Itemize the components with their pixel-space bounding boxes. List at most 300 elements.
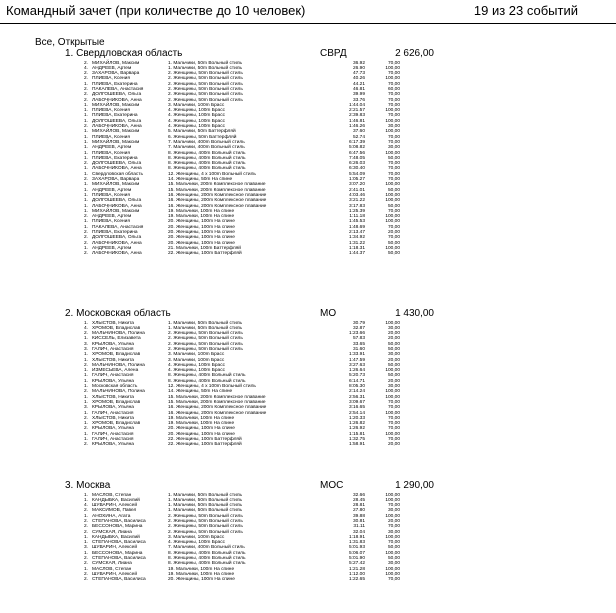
event-name: 2. Женщины, 50m Вольный стиль: [168, 513, 243, 519]
swimmer-name: КРЫЛОВА, Ульяна: [92, 405, 134, 411]
event-name: 8. Женщины, 400m Вольный стиль: [168, 161, 246, 167]
swimmer-name: ПЛИЕВА, Ксения: [92, 192, 130, 198]
swimmer-name: БЕССОНОВА, Марина: [92, 524, 143, 530]
result-row: [0, 251, 616, 256]
result-points: 100,00: [385, 76, 400, 82]
result-time: 39.88: [352, 513, 365, 519]
result-points: 50,00: [387, 362, 400, 368]
swimmer-name: ГАЛИЧ, Анастасия: [92, 346, 134, 352]
event-name: 5. Мальчики, 50m Баттерфляй: [168, 129, 236, 135]
result-points: 70,00: [387, 139, 400, 145]
result-points: 100,00: [385, 182, 400, 188]
result-points: 70,00: [387, 540, 400, 546]
place: 2.: [83, 508, 88, 514]
result-time: 1:46.26: [348, 124, 365, 130]
event-name: 2. Женщины, 50m Вольный стиль: [168, 81, 243, 87]
event-name: 15. Мальчики, 200m Комплексное плавание: [168, 394, 266, 400]
event-name: 19. Мальчики, 100m На спине: [168, 214, 235, 220]
result-points: 50,00: [387, 545, 400, 551]
result-points: 100,00: [385, 320, 400, 326]
swimmer-name: ШУВАРИН, Алексей: [92, 503, 138, 509]
event-name: 12. Женщины, 4 x 100m Вольный стиль: [168, 384, 256, 390]
swimmer-name: ХРОМОВ, Владислав: [92, 325, 141, 331]
swimmer-name: Московская область: [92, 384, 138, 390]
place: 1.: [83, 203, 88, 209]
result-points: 50,00: [387, 251, 400, 257]
swimmer-name: БЕССОНОВА, Марина: [92, 550, 143, 556]
event-name: 2. Женщины, 50m Вольный стиль: [168, 92, 243, 98]
result-points: 70,00: [387, 399, 400, 405]
swimmer-name: ПЛИЕВА, Ксения: [92, 150, 130, 156]
event-name: 1. Мальчики, 50m Вольный стиль: [168, 65, 243, 71]
place: 1.: [83, 139, 88, 145]
result-time: 2:41.01: [348, 187, 365, 193]
place: 1.: [83, 320, 88, 326]
result-points: 70,00: [387, 437, 400, 443]
result-points: 100,00: [385, 150, 400, 156]
place: 3.: [83, 346, 88, 352]
swimmer-name: ХЛЫСТОВ, Никита: [92, 357, 134, 363]
place: 1.: [83, 182, 88, 188]
result-time: 5:54.09: [348, 171, 365, 177]
place: 2.: [83, 518, 88, 524]
swimmer-name: МАКСИМОВ, Павел: [92, 508, 137, 514]
team-name: 3. Москва: [65, 480, 111, 491]
result-points: 100,00: [385, 219, 400, 225]
result-time: 27.80: [352, 508, 365, 514]
swimmer-name: СТЕПАНОВА, Василиса: [92, 518, 146, 524]
place: 2.: [83, 556, 88, 562]
event-name: 4. Женщины, 100m Брасс: [168, 540, 226, 546]
place: 1.: [83, 192, 88, 198]
swimmer-name: ЗАХАРОВА, Варвара: [92, 177, 140, 183]
event-name: 4. Женщины, 100m Брасс: [168, 108, 226, 114]
swimmer-name: КАНДЫБКА, Василий: [92, 534, 140, 540]
result-points: 100,00: [385, 534, 400, 540]
event-name: 16. Женщины, 200m Комплексное плавание: [168, 203, 267, 209]
team-points: 1 430,00: [395, 308, 434, 319]
result-time: 1:45.53: [348, 219, 365, 225]
result-time: 1:32.75: [348, 437, 365, 443]
result-points: 100,00: [385, 192, 400, 198]
swimmer-name: АНДРЕЕВ, Артем: [92, 145, 132, 151]
event-name: 20. Женщины, 100m На спине: [168, 431, 235, 437]
result-points: 100,00: [385, 431, 400, 437]
place: 1.: [83, 155, 88, 161]
result-points: 100,00: [385, 65, 400, 71]
result-points: 30,00: [387, 561, 400, 567]
result-points: 70,00: [387, 503, 400, 509]
place: 1.: [83, 492, 88, 498]
result-points: 20,00: [387, 336, 400, 342]
result-time: 40.26: [352, 76, 365, 82]
result-time: 39.99: [352, 92, 365, 98]
swimmer-name: ПЛИЕВА, Екатерина: [92, 230, 138, 235]
result-points: 20,00: [387, 378, 400, 384]
event-name: 7. Мальчики, 400m Вольный стиль: [168, 145, 245, 151]
swimmer-name: ПЛИЕВА, Ксения: [92, 219, 130, 225]
result-time: 33.76: [352, 97, 365, 103]
result-points: 30,00: [387, 325, 400, 331]
event-name: 1. Мальчики, 50m Вольный стиль: [168, 497, 243, 503]
result-time: 3:21.22: [348, 198, 365, 204]
result-time: 5:01.93: [348, 545, 365, 551]
result-points: 70,00: [387, 60, 400, 66]
event-name: 1. Мальчики, 50m Вольный стиль: [168, 503, 243, 509]
event-name: 16. Женщины, 200m Комплексное плавание: [168, 192, 267, 198]
swimmer-name: ЛАБОЧНИКОВА, Анна: [92, 251, 142, 257]
place: 1.: [83, 394, 88, 400]
swimmer-name: КИССЕЛЬ, Елизавета: [92, 336, 141, 342]
result-points: 70,00: [387, 97, 400, 103]
place: 1.: [83, 187, 88, 193]
place: 2.: [83, 230, 88, 235]
event-name: 7. Мальчики, 400m Вольный стиль: [168, 139, 245, 145]
swimmer-name: МИХАЙЛОВ, Максим: [92, 102, 140, 108]
header-divider: [0, 23, 616, 24]
result-points: 100,00: [385, 410, 400, 416]
place: 2.: [83, 577, 88, 583]
place: 2.: [83, 97, 88, 103]
result-time: 2:21.57: [348, 108, 365, 114]
swimmer-name: КРЫЛОВА, Ульяна: [92, 442, 134, 448]
result-time: 52.74: [352, 134, 365, 140]
result-time: 1:46.81: [348, 118, 365, 124]
place: 1.: [83, 431, 88, 437]
result-time: 1:22.65: [348, 577, 365, 583]
place: 1.: [83, 219, 88, 225]
swimmer-name: КРЫЛОВА, Ульяна: [92, 378, 134, 384]
swimmer-name: МИХАЙЛОВ, Максим: [92, 139, 140, 145]
swimmer-name: ХЛЫСТОВ, Никита: [92, 415, 134, 421]
event-name: 2. Женщины, 50m Вольный стиль: [168, 529, 243, 535]
place: 1.: [83, 399, 88, 405]
event-name: 3. Мальчики, 100m Брасс: [168, 352, 225, 358]
result-time: 1:21.28: [348, 566, 365, 572]
result-points: 100,00: [385, 394, 400, 400]
result-row: [0, 577, 616, 582]
result-time: 1:48.69: [348, 224, 365, 230]
swimmer-name: МИХАЙЛОВ, Максим: [92, 182, 140, 188]
result-points: 100,00: [385, 497, 400, 503]
place: 1.: [83, 224, 88, 230]
result-time: 4:03.46: [348, 192, 365, 198]
result-time: 36.92: [352, 60, 365, 66]
result-time: 1:12.00: [348, 571, 365, 577]
swimmer-name: АНДРЕЕВ, Артем: [92, 187, 132, 193]
team-code: МОС: [320, 480, 344, 491]
result-points: 70,00: [387, 71, 400, 77]
event-name: 3. Мальчики, 100m Брасс: [168, 534, 225, 540]
event-name: 20. Женщины, 100m На спине: [168, 426, 235, 432]
event-name: 2. Женщины, 50m Вольный стиль: [168, 336, 243, 342]
place: 2.: [83, 561, 88, 567]
place: 1.: [83, 150, 88, 156]
event-name: 15. Мальчики, 200m Комплексное плавание: [168, 182, 266, 188]
result-points: 100,00: [385, 571, 400, 577]
result-points: 30,00: [387, 145, 400, 151]
swimmer-name: МАЛЬЧИНОВА, Полина: [92, 389, 145, 395]
event-name: 8. Женщины, 400m Вольный стиль: [168, 561, 246, 567]
event-name: 16. Женщины, 200m Комплексное плавание: [168, 410, 267, 416]
place: 1.: [83, 166, 88, 172]
result-points: 100,00: [385, 129, 400, 135]
event-name: 22. Женщины, 100m Баттерфляй: [168, 251, 242, 257]
swimmer-name: ГАЛИЧ, Анастасия: [92, 410, 134, 416]
result-time: 1:31.83: [348, 540, 365, 546]
result-time: 1:23.66: [348, 331, 365, 337]
place: 1.: [83, 513, 88, 519]
place: 1.: [83, 108, 88, 114]
swimmer-name: ХРОМОВ, Владислав: [92, 352, 141, 358]
swimmer-name: ДОЛГОШЕЕВА, Ольга: [92, 161, 142, 167]
swimmer-name: ДОЛГОШЕЕВА, Ольга: [92, 92, 142, 98]
place: 1.: [83, 352, 88, 358]
result-time: 32.66: [352, 492, 365, 498]
swimmer-name: СТЕПАНОВА, Василиса: [92, 577, 146, 583]
place: 1.: [83, 566, 88, 572]
result-points: 30,00: [387, 529, 400, 535]
event-name: 1. Мальчики, 50m Вольный стиль: [168, 325, 243, 331]
result-points: 30,00: [387, 124, 400, 130]
result-points: 70,00: [387, 177, 400, 183]
result-time: 37.60: [352, 129, 365, 135]
place: 1.: [83, 550, 88, 556]
result-time: 2:39.83: [348, 113, 365, 119]
result-points: 30,00: [387, 352, 400, 358]
result-points: 50,00: [387, 346, 400, 352]
swimmer-name: ИЗМЕСЬЕВА, Алена: [92, 368, 139, 374]
event-name: 22. Женщины, 100m Баттерфляй: [168, 442, 242, 448]
place: 2.: [83, 251, 88, 257]
result-time: 28.81: [352, 503, 365, 509]
team-points: 2 626,00: [395, 48, 434, 59]
place: 2.: [83, 442, 88, 448]
swimmer-name: СТЕПАНОВА, Василиса: [92, 556, 146, 562]
swimmer-name: ЛАБОЧНИКОВА, Анна: [92, 124, 142, 130]
swimmer-name: ПЛИЕВА, Екатерина: [92, 113, 138, 119]
event-name: 22. Женщины, 100m Баттерфляй: [168, 437, 242, 443]
result-points: 100,00: [385, 389, 400, 395]
swimmer-name: ПЛИЕВА, Ксения: [92, 108, 130, 114]
place: 1.: [83, 113, 88, 119]
swimmer-name: КРЫЛОВА, Ульяна: [92, 341, 134, 347]
swimmer-name: ЗАХАРОВА, Варвара: [92, 71, 140, 77]
result-time: 1:31.22: [348, 240, 365, 246]
event-name: 8. Женщины, 400m Вольный стиль: [168, 155, 246, 161]
result-time: 1:26.64: [348, 368, 365, 374]
result-points: 30,00: [387, 508, 400, 514]
result-points: 100,00: [385, 368, 400, 374]
place: 1.: [83, 81, 88, 87]
place: 1.: [83, 171, 88, 177]
event-name: 14. Женщины, 50m На спине: [168, 177, 233, 183]
event-name: 2. Женщины, 50m Вольный стиль: [168, 76, 243, 82]
result-points: 70,00: [387, 224, 400, 230]
place: 4.: [83, 503, 88, 509]
result-points: 70,00: [387, 421, 400, 427]
result-time: 1:26.82: [348, 421, 365, 427]
swimmer-name: АНДРЕЕВ, Артем: [92, 245, 132, 251]
team-code: МО: [320, 308, 337, 319]
result-points: 60,00: [387, 86, 400, 92]
report-header: [6, 3, 578, 19]
place: 1.: [83, 129, 88, 135]
result-points: 70,00: [387, 426, 400, 432]
result-points: 50,00: [387, 187, 400, 193]
swimmer-name: ХЛЫСТОВ, Никита: [92, 394, 134, 400]
place: 2.: [83, 389, 88, 395]
result-time: 26.90: [352, 65, 365, 71]
result-points: 100,00: [385, 245, 400, 251]
result-time: 46.81: [352, 86, 365, 92]
event-name: 2. Женщины, 50m Вольный стиль: [168, 331, 243, 337]
result-time: 2:14.24: [348, 389, 365, 395]
result-time: 6:47.56: [348, 150, 365, 156]
event-name: 19. Мальчики, 100m На спине: [168, 421, 235, 427]
swimmer-name: ДОЛГОШЕЕВА, Ольга: [92, 118, 142, 124]
swimmer-name: МИХАЙЛОВ, Максим: [92, 60, 140, 66]
result-time: 3:09.67: [348, 399, 365, 405]
place: 1.: [83, 102, 88, 108]
swimmer-name: АНОХИНА, Агата: [92, 513, 131, 519]
swimmer-name: ШУВАРИН, Алексей: [92, 571, 138, 577]
result-points: 100,00: [385, 513, 400, 519]
result-time: 1:18.91: [348, 534, 365, 540]
event-name: 6. Женщины, 50m Баттерфляй: [168, 134, 237, 140]
result-time: 3:27.63: [348, 362, 365, 368]
team-points: 1 290,00: [395, 480, 434, 491]
event-name: 19. Мальчики, 100m На спине: [168, 571, 235, 577]
event-name: 8. Женщины, 400m Вольный стиль: [168, 556, 246, 562]
event-name: 14. Женщины, 50m На спине: [168, 389, 233, 395]
team-name: 1. Свердловская область: [65, 48, 183, 59]
place: 1.: [83, 208, 88, 214]
place: 2.: [83, 177, 88, 183]
result-points: 50,00: [387, 203, 400, 209]
event-name: 2. Женщины, 50m Вольный стиль: [168, 518, 243, 524]
place: 2.: [83, 60, 88, 66]
event-name: 4. Женщины, 100m Брасс: [168, 124, 226, 130]
event-name: 2. Женщины, 50m Вольный стиль: [168, 346, 243, 352]
place: 2.: [83, 524, 88, 530]
result-time: 2:54.14: [348, 410, 365, 416]
result-time: 1:25.39: [348, 208, 365, 214]
result-points: 50,00: [387, 556, 400, 562]
place: 3.: [83, 405, 88, 411]
result-points: 50,00: [387, 373, 400, 379]
result-time: 1:18.31: [348, 245, 365, 251]
result-time: 7:48.05: [348, 155, 365, 161]
swimmer-name: ПЛИЕВА, Екатерина: [92, 155, 138, 161]
result-row: [0, 442, 616, 447]
swimmer-name: АНДРЕЕВ, Артем: [92, 65, 132, 71]
result-time: 1:44.04: [348, 102, 365, 108]
swimmer-name: МАСЛОВ, Степан: [92, 566, 132, 572]
place: 1.: [83, 198, 88, 204]
report-title: Командный зачет (при количестве до 10 человек): [6, 3, 306, 18]
event-name: 20. Женщины, 100m На спине: [168, 219, 235, 225]
result-time: 1:15.81: [348, 431, 365, 437]
result-points: 70,00: [387, 102, 400, 108]
event-name: 16. Женщины, 200m Комплексное плавание: [168, 198, 267, 204]
result-time: 6:17.39: [348, 139, 365, 145]
event-name: 8. Женщины, 400m Вольный стиль: [168, 150, 246, 156]
result-time: 5:27.42: [348, 561, 365, 567]
event-name: 1. Мальчики, 50m Вольный стиль: [168, 508, 243, 514]
place: 1.: [83, 145, 88, 151]
result-points: 50,00: [387, 341, 400, 347]
event-name: 2. Женщины, 50m Вольный стиль: [168, 341, 243, 347]
place: 1.: [83, 534, 88, 540]
category-subtitle: Все, Открытые: [35, 37, 105, 48]
place: 2.: [83, 76, 88, 82]
result-points: 100,00: [385, 118, 400, 124]
swimmer-name: ЛАБОЧНИКОВА, Анна: [92, 203, 142, 209]
place: 2.: [83, 571, 88, 577]
result-points: 20,00: [387, 518, 400, 524]
swimmer-name: ПЛИЕВА, Ксения: [92, 134, 130, 140]
swimmer-name: ПАКАЛЕВА, Анастасия: [92, 224, 144, 230]
place: 1.: [83, 540, 88, 546]
place: 2.: [83, 235, 88, 241]
swimmer-name: Свердловская область: [92, 171, 143, 177]
event-name: 19. Мальчики, 100m На спине: [168, 415, 235, 421]
swimmer-name: ДОЛГОШЕЕВА, Ольга: [92, 198, 142, 204]
swimmer-name: ЛАБОЧНИКОВА, Анна: [92, 240, 142, 246]
place: 1.: [83, 368, 88, 374]
result-points: 70,00: [387, 161, 400, 167]
place: 2.: [83, 331, 88, 337]
event-name: 8. Женщины, 400m Вольный стиль: [168, 373, 246, 379]
swimmer-name: МАЛЬЧИНОВА, Полина: [92, 362, 145, 368]
place: 2.: [83, 86, 88, 92]
result-points: 70,00: [387, 92, 400, 98]
result-points: 70,00: [387, 405, 400, 411]
result-points: 20,00: [387, 230, 400, 235]
event-name: 16. Женщины, 200m Комплексное плавание: [168, 405, 267, 411]
team-code: СВРД: [320, 48, 347, 59]
result-points: 20,00: [387, 331, 400, 337]
result-time: 32.87: [352, 325, 365, 331]
event-name: 4. Женщины, 100m Брасс: [168, 113, 226, 119]
team-results: [0, 493, 616, 583]
event-name: 2. Женщины, 50m Вольный стиль: [168, 97, 243, 103]
place: 1.: [83, 336, 88, 342]
result-points: 100,00: [385, 550, 400, 556]
place: 2.: [83, 92, 88, 98]
result-points: 30,00: [387, 384, 400, 390]
result-time: 3:16.65: [348, 405, 365, 411]
place: 1.: [83, 245, 88, 251]
swimmer-name: ГАЛИЧ, Анастасия: [92, 431, 134, 437]
place: 4.: [83, 65, 88, 71]
place: 1.: [83, 421, 88, 427]
place: 2.: [83, 161, 88, 167]
swimmer-name: КРЫЛОВА, Ульяна: [92, 426, 134, 432]
result-time: 6:14.71: [348, 378, 365, 384]
result-time: 33.65: [352, 341, 365, 347]
result-points: 50,00: [387, 240, 400, 246]
result-time: 1:33.91: [348, 352, 365, 358]
result-points: 50,00: [387, 155, 400, 161]
result-time: 31.60: [352, 346, 365, 352]
result-time: 5:01.90: [348, 556, 365, 562]
swimmer-name: СУМСКАЯ, Лиана: [92, 561, 132, 567]
place: 2.: [83, 415, 88, 421]
swimmer-name: ПЛИЕВА, Ксения: [92, 76, 130, 82]
event-name: 20. Женщины, 100m На спине: [168, 224, 235, 230]
